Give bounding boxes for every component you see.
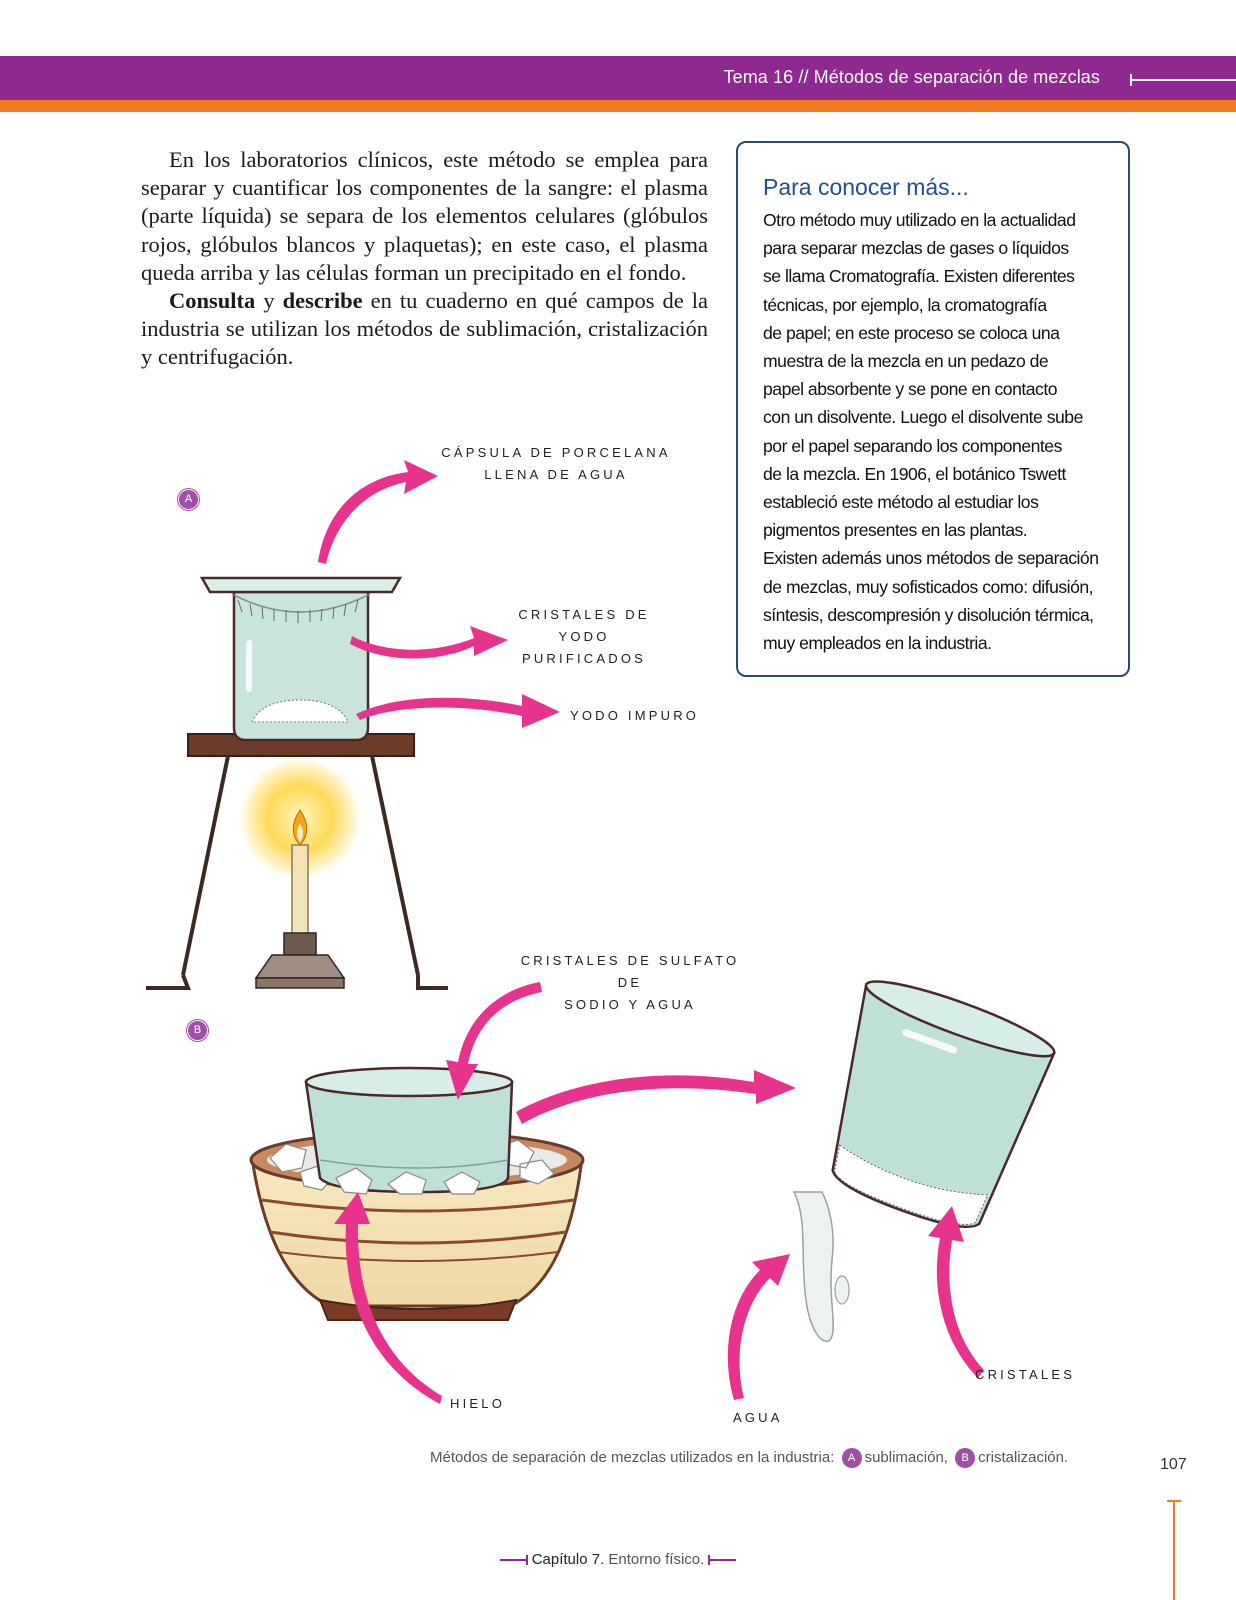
label-line: CRISTALES DE SULFATO DE bbox=[520, 953, 740, 990]
label-line: CRISTALES DE YODO bbox=[518, 607, 650, 644]
caption-method-a: sublimación, bbox=[864, 1448, 948, 1466]
footer-chapter: Capítulo 7. bbox=[531, 1551, 605, 1568]
page-number: 107 bbox=[1160, 1456, 1187, 1473]
conjunction: y bbox=[255, 288, 283, 314]
sidebar-line: Existen además unos métodos de separación bbox=[763, 548, 1099, 569]
water-stream bbox=[794, 1192, 833, 1341]
sidebar-line: muy empleados en la industria. bbox=[763, 633, 992, 654]
sublimation-figure bbox=[146, 460, 560, 988]
page-rule bbox=[1173, 1500, 1175, 1600]
label-sodium-sulfate bbox=[520, 950, 740, 1016]
sidebar-line: síntesis, descompresión y disolución térmica, bbox=[763, 604, 1094, 625]
badge-a: A bbox=[178, 489, 199, 510]
paragraph-1: En los laboratorios clínicos, este método se emplea para separar y cuantificar los componentes de la sangre: el plasma (parte líquida) se separa de los elementos celulares (glóbulos rojos, glóbulos blancos y plaquetas); en este caso, el plasma queda arriba y las células forman un precipitado en el fondo. bbox=[141, 147, 708, 285]
label-line: PURIFICADOS bbox=[521, 651, 647, 666]
paragraph-2-rest: en tu cuaderno en qué campos de la industria se utilizan los métodos de sublimación, cristalización y centrifugación. bbox=[141, 288, 708, 370]
sidebar-line: de la mezcla. En 1906, el botánico Tswett bbox=[763, 463, 1066, 484]
label-water: AGUA bbox=[733, 1410, 783, 1425]
caption-badge-a: A bbox=[842, 1448, 862, 1468]
badge-b: B bbox=[187, 1020, 208, 1041]
footer-subtitle: Entorno físico. bbox=[608, 1551, 705, 1568]
caption-method-b: cristalización. bbox=[978, 1448, 1069, 1466]
sidebar-line: de papel; en este proceso se coloca una bbox=[763, 322, 1060, 343]
candle-burner bbox=[240, 758, 360, 988]
sidebar-line: técnicas, por ejemplo, la cromatografía bbox=[763, 294, 1047, 315]
figure-caption bbox=[430, 1448, 1068, 1468]
water-drop bbox=[835, 1276, 849, 1304]
sidebar-line: por el papel separando los componentes bbox=[763, 435, 1062, 456]
sidebar-line: pigmentos presentes en las plantas. bbox=[763, 520, 1028, 541]
label-line: SODIO Y AGUA bbox=[564, 997, 696, 1012]
chapter-topic-title: Tema 16 // Métodos de separación de mezclas bbox=[723, 67, 1100, 87]
label-line: CÁPSULA DE PORCELANA bbox=[441, 445, 671, 460]
footer-bar-right bbox=[708, 1559, 736, 1561]
inner-cup bbox=[306, 1068, 512, 1194]
sidebar-line: se llama Cromatografía. Existen diferentes bbox=[763, 266, 1075, 287]
tilted-cup bbox=[798, 970, 1060, 1241]
bold-describe: describe bbox=[282, 288, 363, 314]
caption-prefix: Métodos de separación de mezclas utilizados en la industria: bbox=[430, 1448, 835, 1466]
sidebar-line: de mezclas, muy sofisticados como: difusión, bbox=[763, 576, 1094, 597]
sidebar-title: Para conocer más... bbox=[763, 174, 969, 200]
label-purified-iodine bbox=[494, 604, 674, 670]
label-ice: HIELO bbox=[450, 1396, 506, 1411]
sidebar-line: papel absorbente y se pone en contacto bbox=[763, 379, 1058, 400]
sidebar-line: para separar mezclas de gases o líquidos bbox=[763, 238, 1069, 259]
sidebar-line: estableció este método al estudiar los bbox=[763, 492, 1039, 513]
footer bbox=[0, 1551, 1236, 1568]
sidebar-line: Otro método muy utilizado en la actualidad bbox=[763, 210, 1076, 230]
label-line: LLENA DE AGUA bbox=[484, 467, 628, 482]
label-porcelain-capsule bbox=[440, 442, 672, 486]
label-crystals: CRISTALES bbox=[975, 1367, 1076, 1382]
label-impure-iodine: YODO IMPURO bbox=[570, 708, 700, 723]
bold-consulta: Consulta bbox=[169, 288, 256, 314]
footer-bar-left bbox=[500, 1559, 528, 1561]
caption-badge-b: B bbox=[955, 1448, 975, 1468]
sidebar-line: muestra de la mezcla en un pedazo de bbox=[763, 351, 1049, 372]
sidebar-line: con un disolvente. Luego el disolvente sube bbox=[763, 407, 1083, 428]
crystallization-figure bbox=[251, 970, 1060, 1404]
